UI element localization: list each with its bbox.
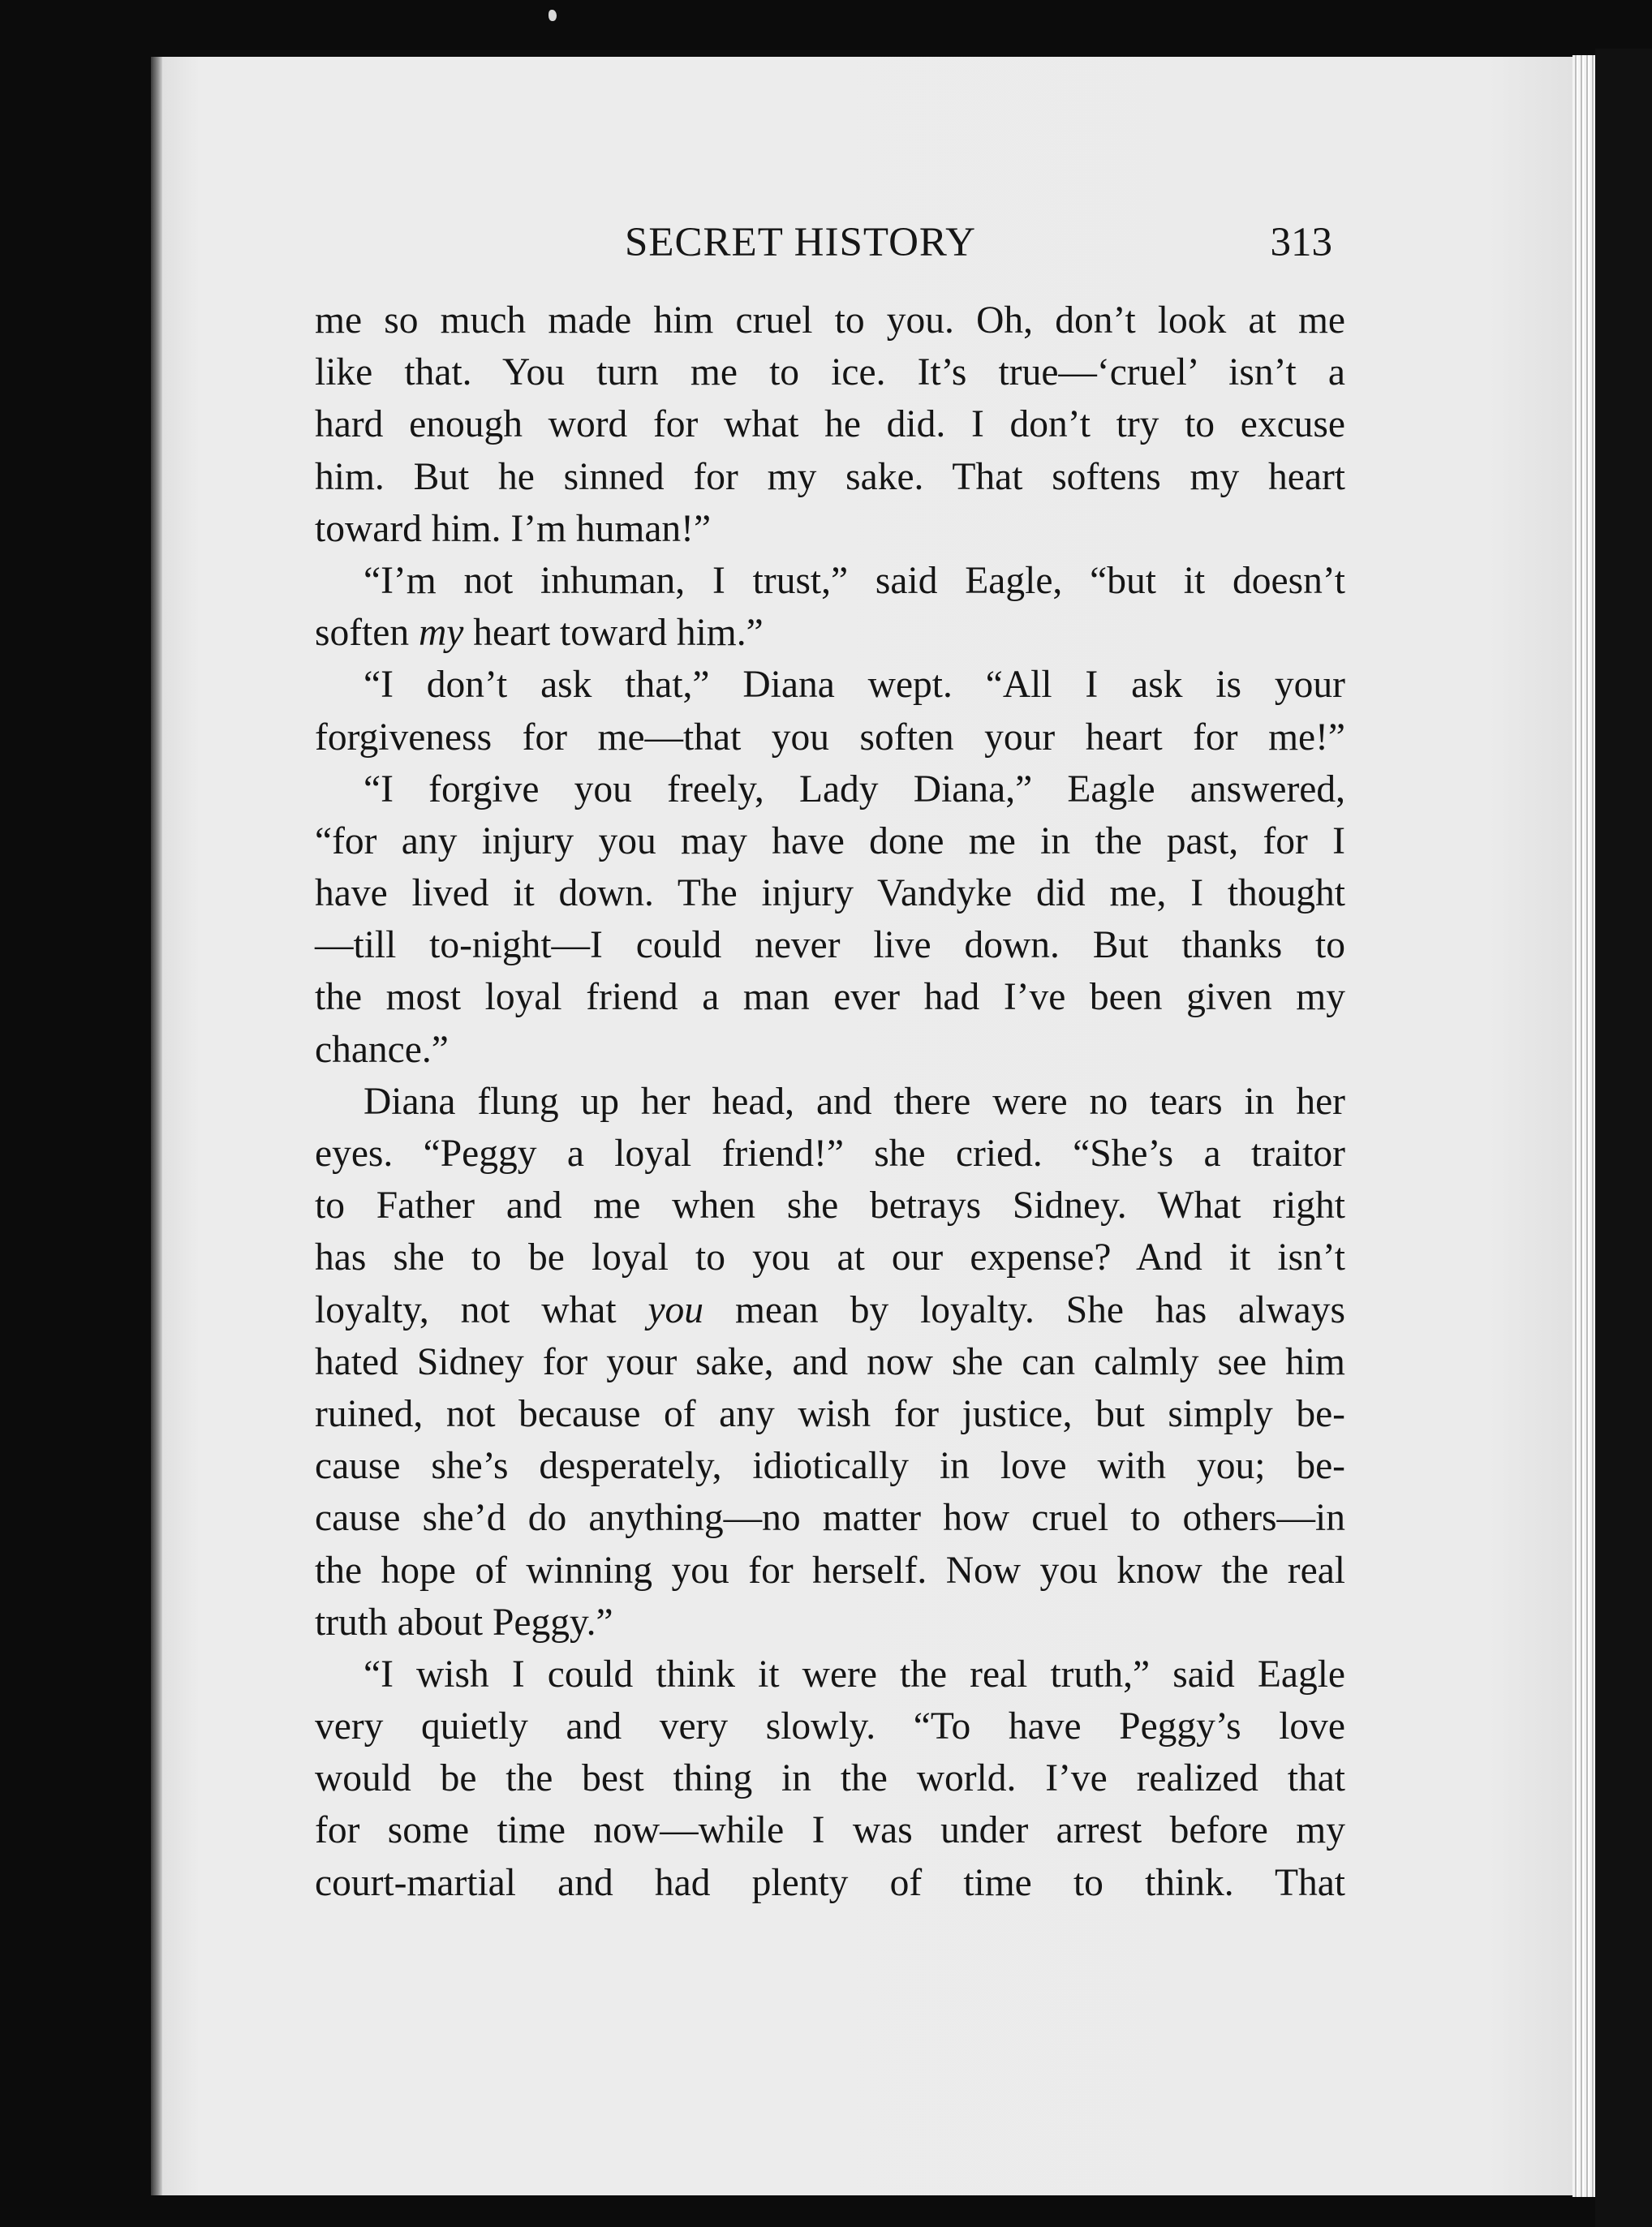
text-line: “I wish I could think it were the real truth,” said Eagle <box>364 1653 1345 1696</box>
text-line: truth about Peggy.” <box>315 1601 613 1644</box>
text-line: “I forgive you freely, Lady Diana,” Eagle answered, <box>364 767 1345 810</box>
scan-border-right <box>1595 49 1652 2227</box>
text-line: hard enough word for what he did. I don’t try to excuse <box>315 403 1345 446</box>
text-line: “I don’t ask that,” Diana wept. “All I ask is your <box>364 664 1345 707</box>
italic-word: you <box>647 1288 704 1331</box>
text-line: the most loyal friend a man ever had I’ve been given my <box>315 976 1345 1019</box>
text-line: cause she’d do anything—no matter how cruel to others—in <box>315 1497 1345 1540</box>
text-line: Diana flung up her head, and there were no tears in her <box>364 1080 1345 1123</box>
text-line: ruined, not because of any wish for justice, but simply be- <box>315 1392 1345 1435</box>
text-line: have lived it down. The injury Vandyke did me, I thought <box>315 872 1345 915</box>
running-head: SECRET HISTORY <box>625 220 976 265</box>
text-line: eyes. “Peggy a loyal friend!” she cried. “She’s a traitor <box>315 1133 1345 1175</box>
italic-word: my <box>418 612 464 655</box>
text-line: for some time now—while I was under arrest before my <box>315 1809 1345 1852</box>
text-line: me so much made him cruel to you. Oh, don’t look at me <box>315 299 1345 342</box>
text-line: hated Sidney for your sake, and now she can calmly see him <box>315 1340 1345 1383</box>
page-edges-right <box>1572 55 1595 2197</box>
text-line: toward him. I’m human!” <box>315 507 712 550</box>
text-line: would be the best thing in the world. I’ve realized that <box>315 1757 1345 1800</box>
page-header <box>308 213 1332 269</box>
text-line: forgiveness for me—that you soften your heart for me!” <box>315 716 1345 759</box>
text-line: “for any injury you may have done me in the past, for I <box>315 819 1345 862</box>
text-line: the hope of winning you for herself. Now you know the real <box>315 1549 1345 1592</box>
scan-speck <box>549 10 557 21</box>
body-text <box>315 294 1345 1909</box>
text-line: chance.” <box>315 1028 449 1071</box>
text-line: him. But he sinned for my sake. That softens my heart <box>315 455 1345 498</box>
text-line: —till to-night—I could never live down. But thanks to <box>315 924 1345 967</box>
text-line: to Father and me when she betrays Sidney. What right <box>315 1184 1345 1227</box>
text-line: loyalty, not what you mean by loyalty. She has always <box>315 1288 1345 1331</box>
page-gutter-left <box>151 57 162 2195</box>
text-line: cause she’s desperately, idiotically in love with you; be- <box>315 1445 1345 1488</box>
text-line: has she to be loyal to you at our expense? And it isn’t <box>315 1236 1345 1279</box>
text-line: soften my heart toward him.” <box>315 612 764 655</box>
text-line: court-martial and had plenty of time to think. That <box>315 1861 1345 1904</box>
text-line: “I’m not inhuman, I trust,” said Eagle, “but it doesn’t <box>364 559 1345 602</box>
text-line: like that. You turn me to ice. It’s true—‘cruel’ isn’t a <box>315 351 1345 394</box>
page-number: 313 <box>1270 220 1332 265</box>
text-line: very quietly and very slowly. “To have Peggy’s love <box>315 1705 1345 1748</box>
